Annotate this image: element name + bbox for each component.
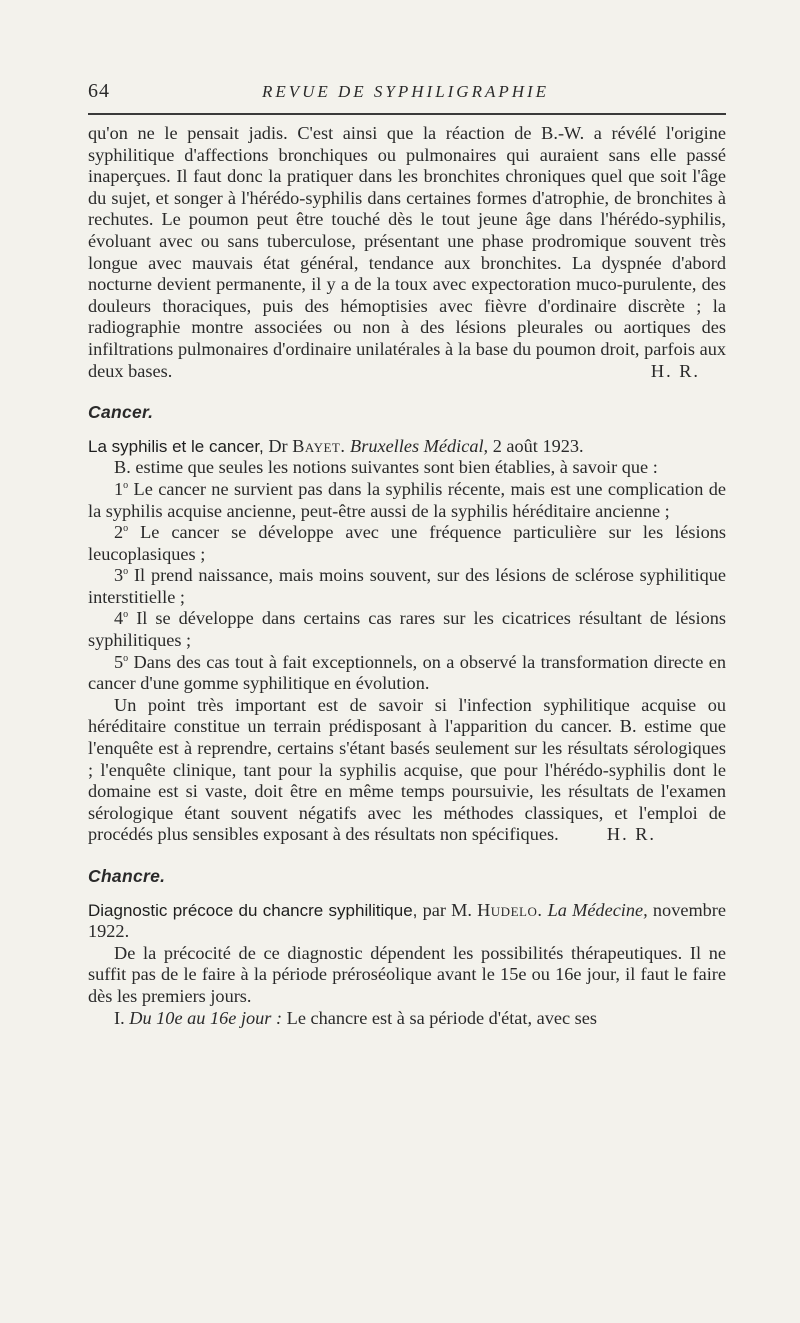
cancer-intro: B. estime que seules les notions suivantes sont bien établies, à savoir que : <box>114 457 658 478</box>
article-title-cancer: La syphilis et le cancer, <box>88 436 264 456</box>
page-header <box>88 80 723 106</box>
cancer-point-4: 4$^o$ Il se développe dans certains cas rares sur les cicatrices résultant de lésions syphilitiques ; <box>88 608 726 651</box>
body-text <box>88 123 726 1029</box>
article-title-chancre: Diagnostic précoce du chancre syphilitique, <box>88 900 418 920</box>
journal-chancre: La Médecine, <box>547 899 648 920</box>
author-prefix: Dr <box>268 435 288 456</box>
cancer-signature: H. R. <box>606 824 656 845</box>
running-title: REVUE DE SYPHILIGRAPHIE <box>261 82 550 101</box>
section-title-chancre: Chancre. <box>88 866 166 886</box>
intro-paragraph <box>88 123 726 382</box>
chancre-p2-label: I. <box>114 1007 125 1028</box>
article-heading-chancre <box>88 900 726 943</box>
by-label: par M. <box>422 899 472 920</box>
cancer-conclusion <box>88 695 726 846</box>
author-cancer: Bayet. <box>292 435 346 456</box>
chancre-paragraph-2 <box>88 1008 726 1030</box>
cancer-point-2: 2$^o$ Le cancer se développe avec une fréquence particulière sur les lésions leucoplasiques ; <box>88 522 726 564</box>
header-rule <box>88 113 726 115</box>
intro-text: qu'on ne le pensait jadis. C'est ainsi que la réaction de B.-W. a révélé l'origine syphilitique d'affections bronchiques ou pulmonaires qui auraient sans elle passé inaperçues. Il faut donc la pratiquer dans les bronchites chroniques quel que soit l'âge du sujet, et songer à l'hérédo-syphilis dans certaines formes d'atrophie, de bronchites à rechutes. Le poumon peut être touché dès le tout jeune âge dans l'hérédo-syphilis, évoluant avec ou sans tuberculose, présentant une phase prodromique souvent très longue avec mauvais état général, tendance aux bronchites. La dyspnée d'abord nocturne devient permanente, il y a de la toux avec expectoration muco-purulente, des douleurs thoraciques, puis des hémoptisies avec fièvre d'ordinaire discrète ; la radiographie montre associées ou non à des lésions pleurales ou aortiques des infiltrations pulmonaires d'ordinaire unilatérales à la base du poumon droit, parfois aux deux bases. <box>88 123 726 381</box>
cancer-point-3: 3$^o$ Il prend naissance, mais moins souvent, sur des lésions de sclérose syphilitique interstitielle ; <box>88 565 727 607</box>
chancre-p2-text: Le chancre est à sa période d'état, avec ses <box>286 1007 598 1028</box>
article-heading-cancer <box>88 436 726 458</box>
section-title-cancer: Cancer. <box>88 402 154 423</box>
page-number: 64 <box>88 80 110 102</box>
author-chancre: Hudelo. <box>477 899 543 920</box>
date-cancer: 2 août 1923. <box>492 435 584 456</box>
chancre-p2-italic: Du 10e au 16e jour : <box>129 1007 283 1028</box>
journal-cancer: Bruxelles Médical, <box>350 435 489 456</box>
chancre-paragraph-1: De la précocité de ce diagnostic dépendent les possibilités thérapeutiques. Il ne suffit pas de le faire à la période préroséolique avant le 15e ou 16e jour, il faut le faire dès les premiers jours. <box>88 942 726 1006</box>
cancer-conclusion-text: Un point très important est de savoir si l'infection syphilitique acquise ou héréditaire constitue un terrain prédisposant à l'apparition du cancer. B. estime que l'enquête est à reprendre, certains s'étant basés seulement sur les résultats sérologiques ; l'enquête clinique, tant pour la syphilis acquise, que pour l'hérédo-syphilis dont le domaine est si vaste, doit être en même temps poursuivie, les résultats de l'examen sérologique étant souvent négatifs avec les méthodes classiques, et l'emploi de procédés plus sensibles exposant à des résultats non spécifiques. <box>88 694 726 845</box>
date-chancre: novembre 1922. <box>88 899 727 942</box>
intro-signature: H. R. <box>650 360 700 381</box>
cancer-point-1: 1$^o$ Le cancer ne survient pas dans la syphilis récente, mais est une complication de la syphilis acquise ancienne, peut-être aussi de la syphilis héréditaire ancienne ; <box>88 478 726 521</box>
cancer-point-5: 5$^o$ Dans des cas tout à fait exceptionnels, on a observé la transformation directe en cancer d'une gomme syphilitique en évolution. <box>88 651 726 694</box>
